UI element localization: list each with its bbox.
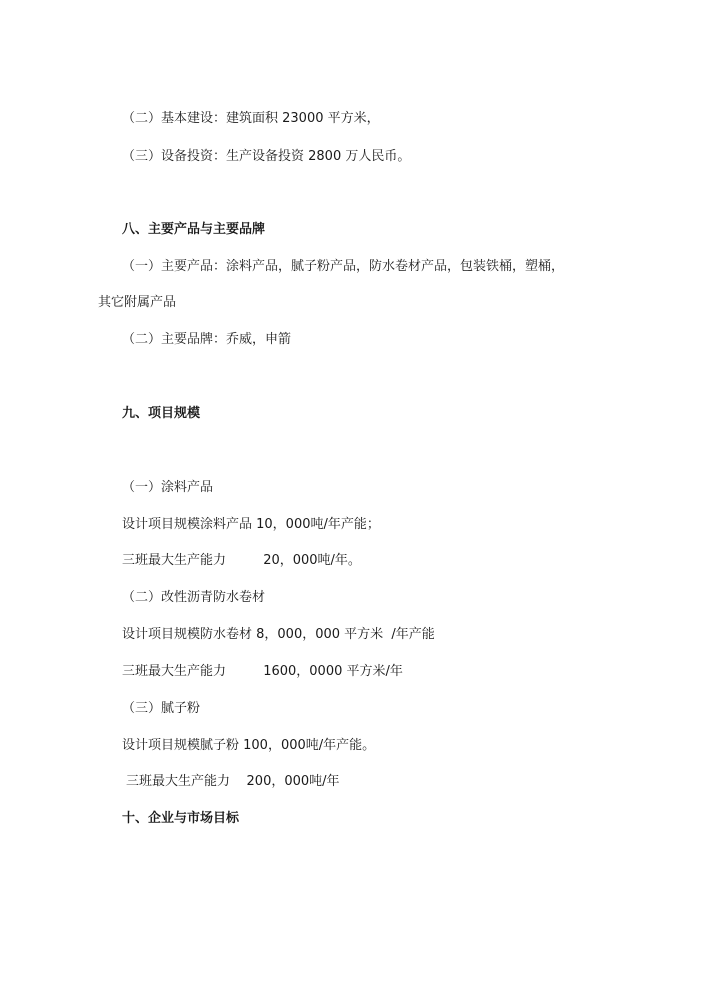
membrane-design: 设计项目规模防水卷材 8，000，000 平方米 /年产能 bbox=[122, 627, 435, 642]
line-construction: （二）基本建设：建筑面积 23000 平方米， bbox=[122, 111, 380, 126]
products-line-2: 其它附属产品 bbox=[98, 295, 177, 310]
heading-section-9: 九、项目规模 bbox=[122, 406, 201, 421]
coating-title: （一）涂料产品 bbox=[122, 480, 214, 495]
heading-section-8: 八、主要产品与主要品牌 bbox=[122, 222, 266, 237]
line-equipment: （三）设备投资：生产设备投资 2800 万人民币。 bbox=[122, 149, 411, 164]
products-line-1: （一）主要产品：涂料产品，腻子粉产品，防水卷材产品，包装铁桶，塑桶， bbox=[122, 259, 565, 274]
putty-design: 设计项目规模腻子粉 100，000吨/年产能。 bbox=[122, 738, 376, 753]
coating-max: 三班最大生产能力 20，000吨/年。 bbox=[122, 553, 361, 568]
membrane-title: （二）改性沥青防水卷材 bbox=[122, 590, 266, 605]
brands-line: （二）主要品牌：乔威，申箭 bbox=[122, 332, 292, 347]
heading-section-10: 十、企业与市场目标 bbox=[122, 811, 240, 826]
coating-design: 设计项目规模涂料产品 10，000吨/年产能； bbox=[122, 517, 380, 532]
putty-max: 三班最大生产能力 200，000吨/年 bbox=[126, 774, 340, 789]
membrane-max: 三班最大生产能力 1600，0000 平方米/年 bbox=[122, 664, 403, 679]
putty-title: （三）腻子粉 bbox=[122, 701, 201, 716]
